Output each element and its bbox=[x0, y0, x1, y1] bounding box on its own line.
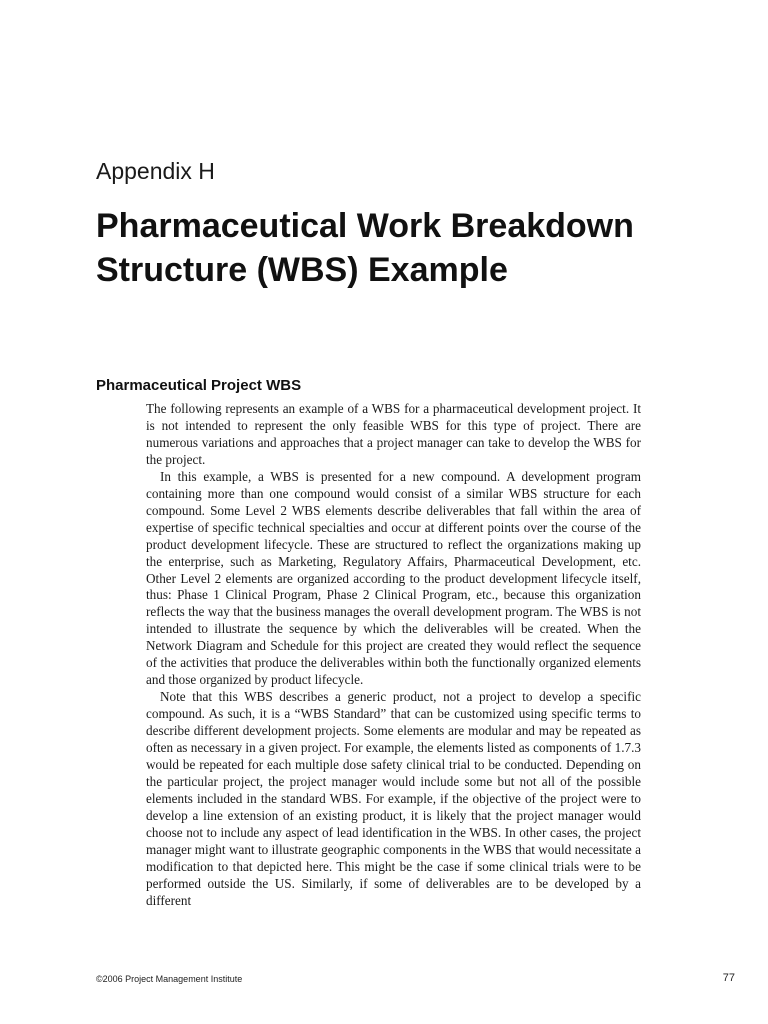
page-number: 77 bbox=[722, 972, 735, 984]
footer-copyright: ©2006 Project Management Institute bbox=[96, 974, 243, 984]
paragraph-intro: The following represents an example of a WBS for a pharmaceutical development project. It is not intended to represent the only feasible WBS for this type of project. There are numerous variations and approaches that a project manager can take to develop the WBS for the project. bbox=[146, 401, 641, 467]
section-heading: Pharmaceutical Project WBS bbox=[96, 377, 302, 394]
paragraph-example: In this example, a WBS is presented for a new compound. A development program containing more than one compound would consist of a similar WBS structure for each compound. Some Level 2 WBS elements describe deliverables that fall within the area of expertise of specific technical specialties and occur at different points over the course of the product development lifecycle. These are structured to reflect the organizations making up the enterprise, such as Marketing, Regulatory Affairs, Pharmaceutical Development, etc. Other Level 2 elements are organized according to the product development lifecycle itself, thus: Phase 1 Clinical Program, Phase 2 Clinical Program, etc., because this organization reflects the way that the business manages the overall development program. The WBS is not intended to illustrate the sequence by which the deliverables will be created. When the Network Diagram and Schedule for this project are created they would reflect the sequence of the activities that produce the deliverables within both the functionally organized elements and those organized by product lifecycle. bbox=[146, 468, 641, 688]
body-text bbox=[146, 401, 641, 910]
page-title: Pharmaceutical Work Breakdown Structure (WBS) Example bbox=[96, 207, 634, 289]
paragraph-generic-product: Note that this WBS describes a generic product, not a project to develop a specific compound. As such, it is a “WBS Standard” that can be customized using specific terms to describe different development projects. Some elements are modular and may be repeated as often as necessary in a given project. For example, the elements listed as components of 1.7.3 would be repeated for each multiple dose safety clinical trial to be conducted. Depending on the particular project, the project manager would include some but not all of the possible elements included in the standard WBS. For example, if the objective of the project were to develop a line extension of an existing product, it is likely that the project manager would choose not to include any aspect of lead identification in the WBS. In other cases, the project manager might want to illustrate geographic components in the WBS that would necessitate a modification to that depicted here. This might be the case if some clinical trials were to be performed outside the US. Similarly, if some of deliverables are to be developed by a different bbox=[146, 689, 641, 908]
appendix-label: Appendix H bbox=[96, 158, 215, 184]
